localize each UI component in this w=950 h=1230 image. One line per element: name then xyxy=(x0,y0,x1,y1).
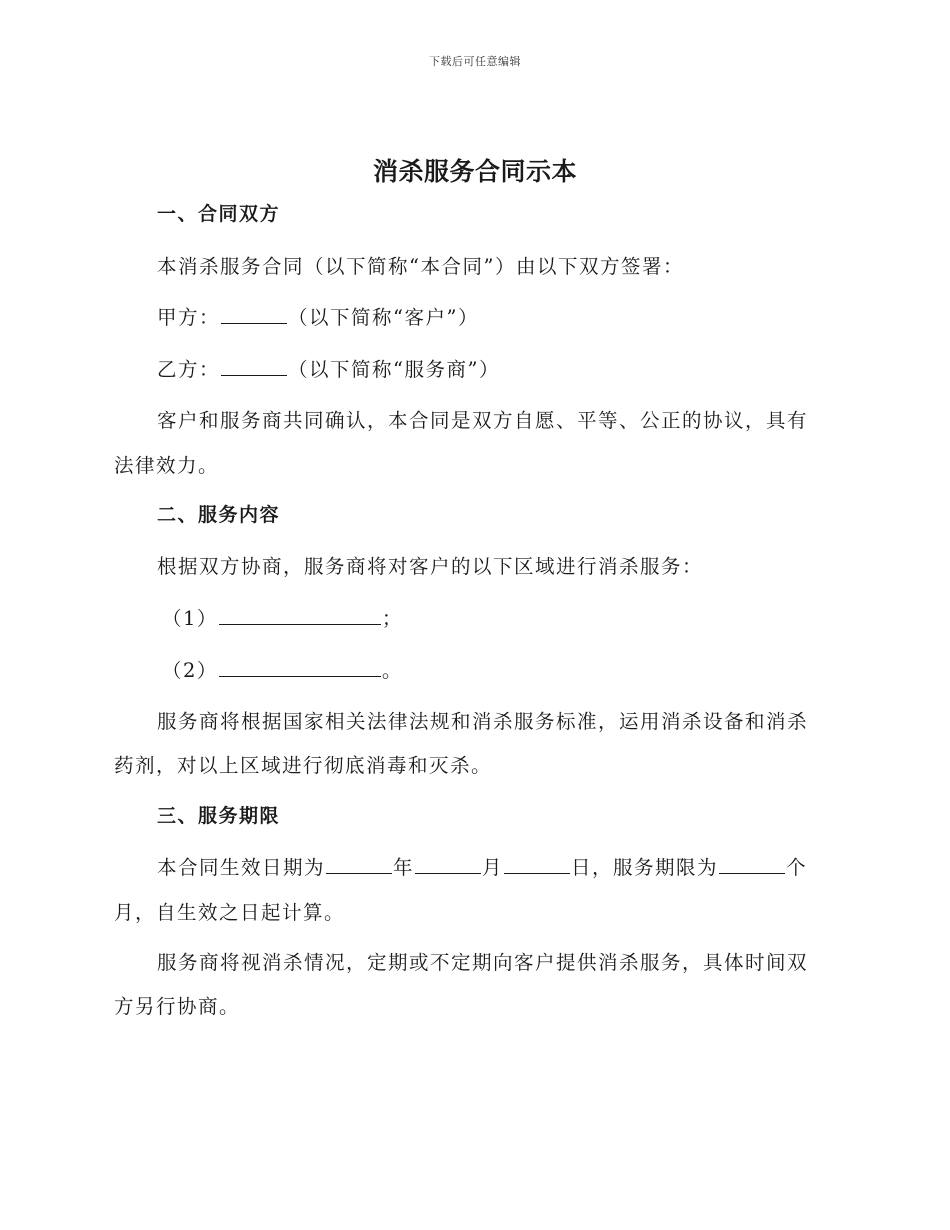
item-1-end: ； xyxy=(381,607,403,630)
date-prefix: 本合同生效日期为 xyxy=(157,856,326,879)
section-heading-service-content: 二、服务内容 xyxy=(157,504,281,526)
paragraph-date-line2: 月，自生效之日起计算。 xyxy=(114,901,346,924)
year-label: 年 xyxy=(393,856,415,879)
header-note: 下载后可任意编辑 xyxy=(429,55,521,68)
section-heading-parties: 一、合同双方 xyxy=(157,203,281,225)
day-text: 日，服务期限为 xyxy=(571,856,719,879)
paragraph-schedule-line2: 方另行协商。 xyxy=(114,995,241,1018)
paragraph-service-intro: 根据双方协商，服务商将对客户的以下区域进行消杀服务： xyxy=(157,555,704,578)
party-b-blank xyxy=(221,357,287,376)
service-area-item-1 xyxy=(162,603,882,631)
party-b-suffix: （以下简称“服务商”） xyxy=(288,358,500,381)
paragraph-date-line1 xyxy=(157,852,837,880)
party-b-line xyxy=(157,354,837,382)
party-b-label: 乙方： xyxy=(157,358,221,381)
day-blank xyxy=(504,855,570,874)
item-1-blank xyxy=(219,606,381,625)
item-2-blank xyxy=(219,658,381,677)
item-2-label: （2） xyxy=(162,659,218,682)
document-title: 消杀服务合同示本 xyxy=(372,157,577,186)
months-unit: 个 xyxy=(786,856,808,879)
party-a-suffix: （以下简称“客户”） xyxy=(288,306,479,329)
month-blank xyxy=(415,855,481,874)
paragraph-standard-line1: 服务商将根据国家相关法律法规和消杀服务标准，运用消杀设备和消杀 xyxy=(157,710,809,733)
paragraph-parties-intro: 本消杀服务合同（以下简称“本合同”）由以下双方签署： xyxy=(157,255,684,278)
service-area-item-2 xyxy=(162,655,882,683)
party-a-line xyxy=(157,302,837,330)
term-months-blank xyxy=(719,855,785,874)
section-heading-service-term: 三、服务期限 xyxy=(157,805,281,827)
paragraph-standard-line2: 药剂，对以上区域进行彻底消毒和灭杀。 xyxy=(114,754,493,777)
item-2-end: 。 xyxy=(381,659,403,682)
paragraph-confirm-line1: 客户和服务商共同确认，本合同是双方自愿、平等、公正的协议，具有 xyxy=(157,409,809,432)
paragraph-confirm-line2: 法律效力。 xyxy=(114,454,220,477)
item-1-label: （1） xyxy=(162,607,218,630)
party-a-blank xyxy=(221,305,287,324)
year-blank xyxy=(326,855,392,874)
month-label: 月 xyxy=(482,856,504,879)
party-a-label: 甲方： xyxy=(157,306,221,329)
paragraph-schedule-line1: 服务商将视消杀情况，定期或不定期向客户提供消杀服务，具体时间双 xyxy=(157,951,809,974)
